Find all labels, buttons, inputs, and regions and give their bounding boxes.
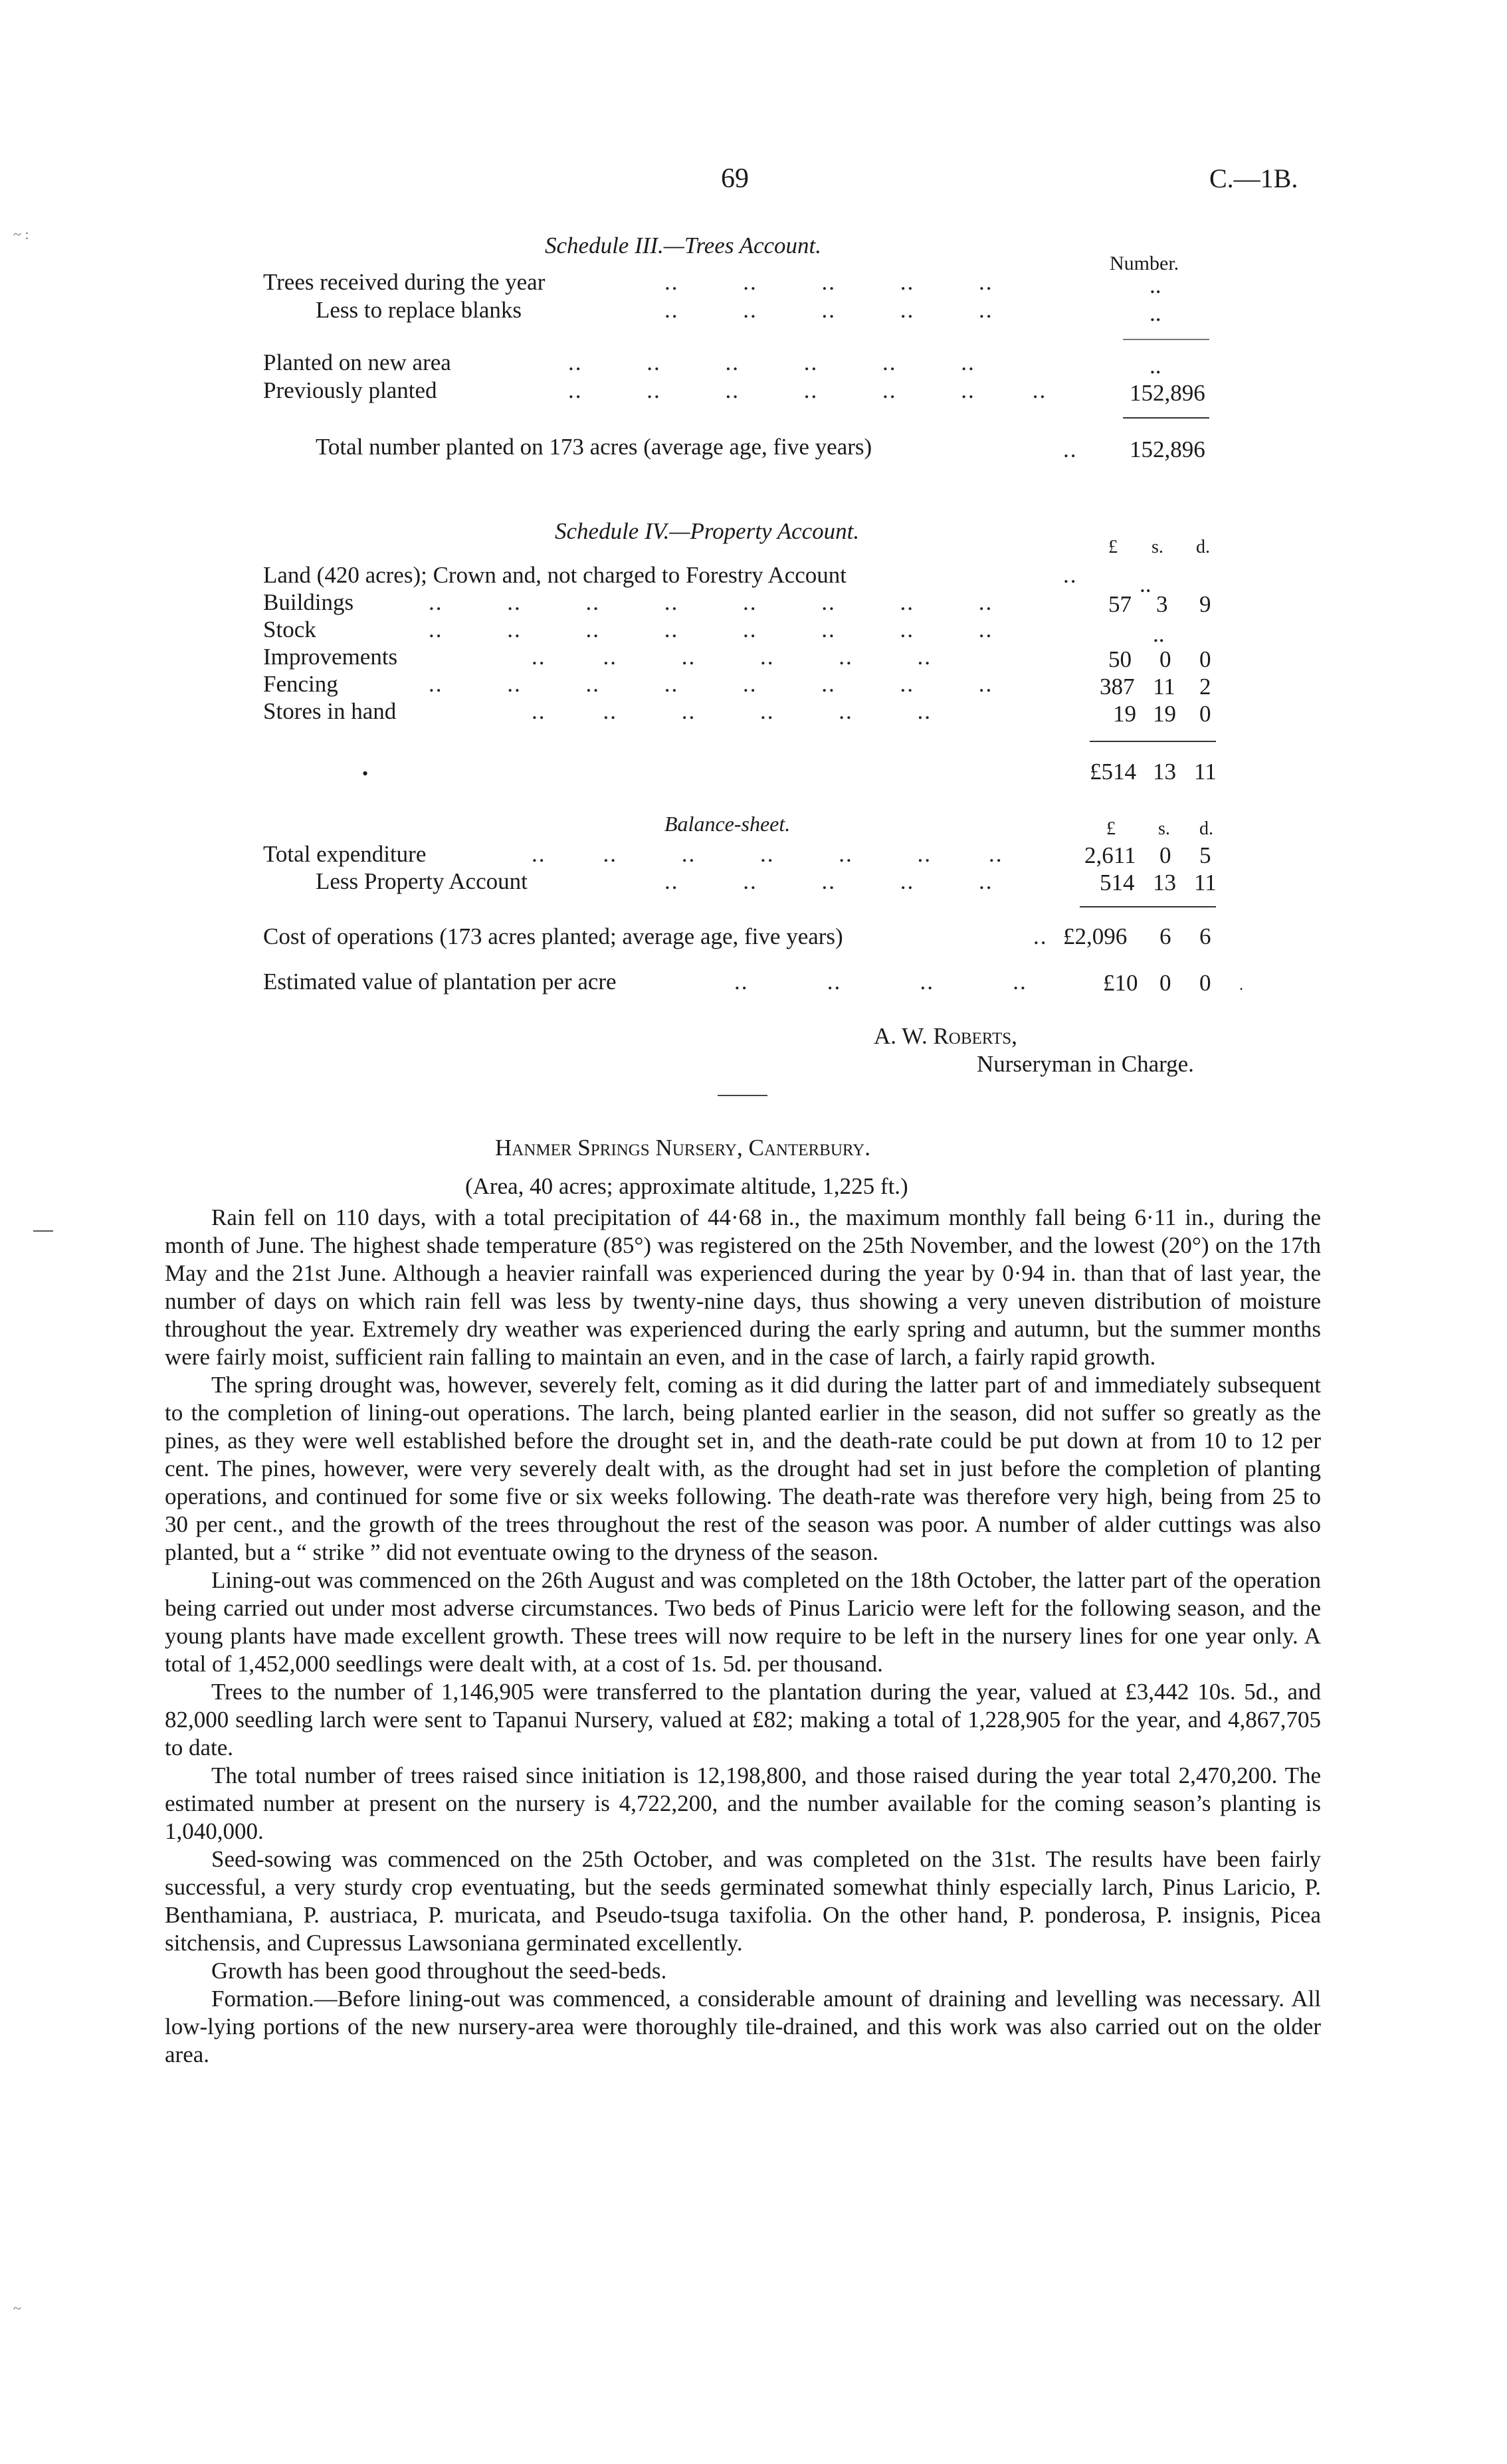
schedule4-pounds: 387 <box>1100 674 1135 700</box>
signature-title: Nurseryman in Charge. <box>977 1051 1194 1077</box>
schedule4-shillings: 0 <box>1159 646 1171 672</box>
schedule4-pounds: 57 <box>1108 591 1132 617</box>
pounds-header: £ <box>1106 818 1116 839</box>
cost-of-operations-label: Cost of operations (173 acres planted; average age, five years) <box>263 923 843 949</box>
cost-shillings: 6 <box>1159 923 1171 949</box>
signature-name: A. W. Roberts, <box>874 1023 1017 1049</box>
section-subtitle: (Area, 40 acres; approximate altitude, 1,225 ft.) <box>465 1173 908 1199</box>
document-reference: C.—1B. <box>1209 163 1298 193</box>
schedule3-row-value: .. <box>1150 353 1161 379</box>
schedule4-pounds: .. <box>1153 621 1165 647</box>
schedule4-total-pence: 11 <box>1194 759 1217 785</box>
cost-pounds: £2,096 <box>1063 923 1128 949</box>
leader-dots: .. <box>1033 923 1048 949</box>
balance-pounds: 514 <box>1100 870 1135 896</box>
paragraph-transfers: Trees to the number of 1,146,905 were transferred to the plantation during the year, valued at £3,442 10s. 5d., and 82,000 seedling larch were sent to Tapanui Nursery, valued at £82; making a total of 1,228,905 for the year, and 4,867,705 to date. <box>165 1679 1321 1760</box>
paragraph-totals: The total number of trees raised since initiation is 12,198,800, and those raised during the year total 2,470,200. The estimated number at present on the nursery is 4,722,200, and the number available for the coming season’s planting is 1,040,000. <box>165 1762 1321 1844</box>
pence-header: d. <box>1199 818 1213 839</box>
leader-dots: .. .. .. .. .. <box>664 868 993 894</box>
pounds-header: £ <box>1108 537 1118 557</box>
leader-dots: .. <box>1063 562 1078 588</box>
balance-row-label: Less Property Account <box>316 868 528 894</box>
schedule3-title: Schedule III.—Trees Account. <box>545 233 822 258</box>
schedule4-total-shillings: 13 <box>1153 759 1176 785</box>
balance-total-rule <box>1080 906 1216 907</box>
balance-row-label: Total expenditure <box>263 841 427 867</box>
page-number: 69 <box>721 163 749 194</box>
cost-pence: 6 <box>1199 923 1211 949</box>
schedule4-shillings: 3 <box>1156 591 1168 617</box>
balance-shillings: 13 <box>1153 870 1176 896</box>
schedule4-total-pounds: £514 <box>1090 759 1136 785</box>
schedule4-pounds: .. <box>1140 571 1152 597</box>
balance-shillings: 0 <box>1159 842 1171 868</box>
paragraph-seed-sowing: Seed-sowing was commenced on the 25th October, and was completed on the 31st. The results have been fairly successful, a very sturdy crop eventuating, but the seeds germinated somewhat thinly especially larch, Pinus Laricio, P. Benthamiana, P. austriaca, P. muricata, and Pseudo-tsuga taxifolia. On the other hand, P. ponderosa, P. insignis, Picea sitchensis, and Cupressus Lawsoniana germinated excellently. <box>165 1846 1321 1956</box>
estimated-pounds: £10 <box>1103 970 1138 996</box>
schedule4-row-label: Buildings <box>263 589 354 615</box>
schedule3-row-value: .. <box>1150 300 1161 326</box>
balance-title: Balance-sheet. <box>664 812 791 836</box>
estimated-shillings: 0 <box>1159 970 1171 996</box>
schedule3-row-label: Trees received during the year <box>263 269 546 295</box>
pence-header: d. <box>1196 537 1210 557</box>
leader-dots: .. .. .. .. .. .. .. .. <box>429 671 993 697</box>
paragraph-rainfall: Rain fell on 110 days, with a total precipitation of 44·68 in., the maximum monthly fall being 6·11 in., during the month of June. The highest shade temperature (85°) was registered on the 25th November, and the lowest (20°) on the 17th May and the 21st June. Although a heavier rainfall was experienced during the year by 0·94 in. than that of last year, the number of days on which rain fell was less by twenty-nine days, thus showing a very uneven distribution of moisture throughout the year. Extremely dry weather was experienced during the early spring and autumn, but the summer months were fairly moist, sufficient rain falling to maintain an even, and in the case of larch, a fairly rapid growth. <box>165 1204 1321 1370</box>
estimated-value-label: Estimated value of plantation per acre <box>263 969 617 995</box>
leader-dots: .. .. .. .. .. .. .. <box>532 841 1003 867</box>
schedule3-row-value: .. <box>1150 272 1161 298</box>
section-divider <box>718 1095 767 1096</box>
stray-mark: . <box>1239 977 1243 994</box>
paragraph-growth: Growth has been good throughout the seed-beds. <box>211 1958 667 1984</box>
paragraph-lining-out: Lining-out was commenced on the 26th August and was completed on the 18th October, the latter part of the operation being carried out under most adverse circumstances. Two beds of Pinus Laricio were left for the following season, and the young plants have made excellent growth. These trees will now require to be left in the nursery lines for one year only. A total of 1,452,000 seedlings were dealt with, at a cost of 1s. 5d. per thousand. <box>165 1567 1321 1677</box>
schedule3-subtotal-rule <box>1123 339 1209 340</box>
schedule4-row-label: Land (420 acres); Crown and, not charged to Forestry Account <box>263 562 847 588</box>
schedule4-pounds: 19 <box>1113 701 1136 727</box>
schedule3-row-label: Previously planted <box>263 377 437 403</box>
leader-dots: .. .. .. .. .. .. <box>568 349 975 375</box>
schedule4-row-label: Stock <box>263 616 316 642</box>
schedule3-row-label: Planted on new area <box>263 349 451 375</box>
schedule3-total-value: 152,896 <box>1130 436 1205 462</box>
margin-mark: ~ <box>13 2300 21 2317</box>
schedule3-row-label: Less to replace blanks <box>316 297 522 323</box>
leader-dots: .. .. .. .. <box>734 969 1027 995</box>
leader-dots: .. .. .. .. .. .. <box>532 698 932 724</box>
schedule4-pounds: 50 <box>1108 646 1132 672</box>
schedule4-row-label: Stores in hand <box>263 698 397 724</box>
paragraph-drought: The spring drought was, however, severely felt, coming as it did during the latter part of and immediately subsequent to the completion of lining-out operations. The larch, being planted earlier in the season, did not suffer so greatly as the pines, as they were well established before the drought set in, and the death-rate could be put down at from 10 to 12 per cent. The pines, however, were very severely dealt with, as the drought had set in just before the completion of planting operations, and continued for some five or six weeks following. The death-rate was therefore very high, being from 25 to 30 per cent., and the growth of the trees throughout the rest of the season was poor. A number of alder cuttings was also planted, but a “ strike ” did not eventuate owing to the dryness of the season. <box>165 1372 1321 1565</box>
stray-mark: • <box>362 764 369 783</box>
leader-dots: .. .. .. .. .. .. .. .. <box>429 589 993 615</box>
schedule3-total-rule <box>1123 417 1209 419</box>
leader-dots: .. .. .. .. .. <box>664 297 993 323</box>
leader-dots: .. .. .. .. .. .. <box>532 644 932 670</box>
leader-dots: .. .. .. .. .. .. .. .. <box>429 616 993 642</box>
schedule4-pence: 0 <box>1199 701 1211 727</box>
schedule4-shillings: 19 <box>1153 701 1176 727</box>
shillings-header: s. <box>1152 537 1163 557</box>
schedule4-total-rule <box>1090 741 1216 742</box>
schedule4-pence: 9 <box>1199 591 1211 617</box>
leader-dots: .. .. .. .. .. <box>664 269 993 295</box>
schedule4-shillings: 11 <box>1153 674 1175 700</box>
schedule4-row-label: Improvements <box>263 644 398 670</box>
margin-mark: ~ : <box>13 226 29 242</box>
schedule3-number-header: Number. <box>1110 252 1179 274</box>
schedule4-pence: 2 <box>1199 674 1211 700</box>
schedule4-title: Schedule IV.—Property Account. <box>555 518 860 544</box>
paragraph-formation: Formation.—Before lining-out was commenced, a considerable amount of draining and levelling was necessary. All low-lying portions of the new nursery-area were thoroughly tile-drained, and this work was also carried out on the older area. <box>165 1986 1321 2067</box>
schedule3-total-label: Total number planted on 173 acres (average age, five years) <box>316 434 872 460</box>
balance-pounds: 2,611 <box>1084 842 1136 868</box>
leader-dots: .. <box>1063 436 1078 462</box>
balance-pence: 11 <box>1194 870 1217 896</box>
body-text <box>165 1204 1321 2069</box>
schedule3-row-value: 152,896 <box>1130 380 1205 406</box>
shillings-header: s. <box>1158 818 1170 839</box>
schedule4-pence: 0 <box>1199 646 1211 672</box>
schedule4-row-label: Fencing <box>263 671 338 697</box>
balance-pence: 5 <box>1199 842 1211 868</box>
margin-mark <box>33 1230 53 1232</box>
estimated-pence: 0 <box>1199 970 1211 996</box>
leader-dots: .. .. .. .. .. .. .. <box>568 377 1047 403</box>
section-title: Hanmer Springs Nursery, Canterbury. <box>495 1135 870 1161</box>
